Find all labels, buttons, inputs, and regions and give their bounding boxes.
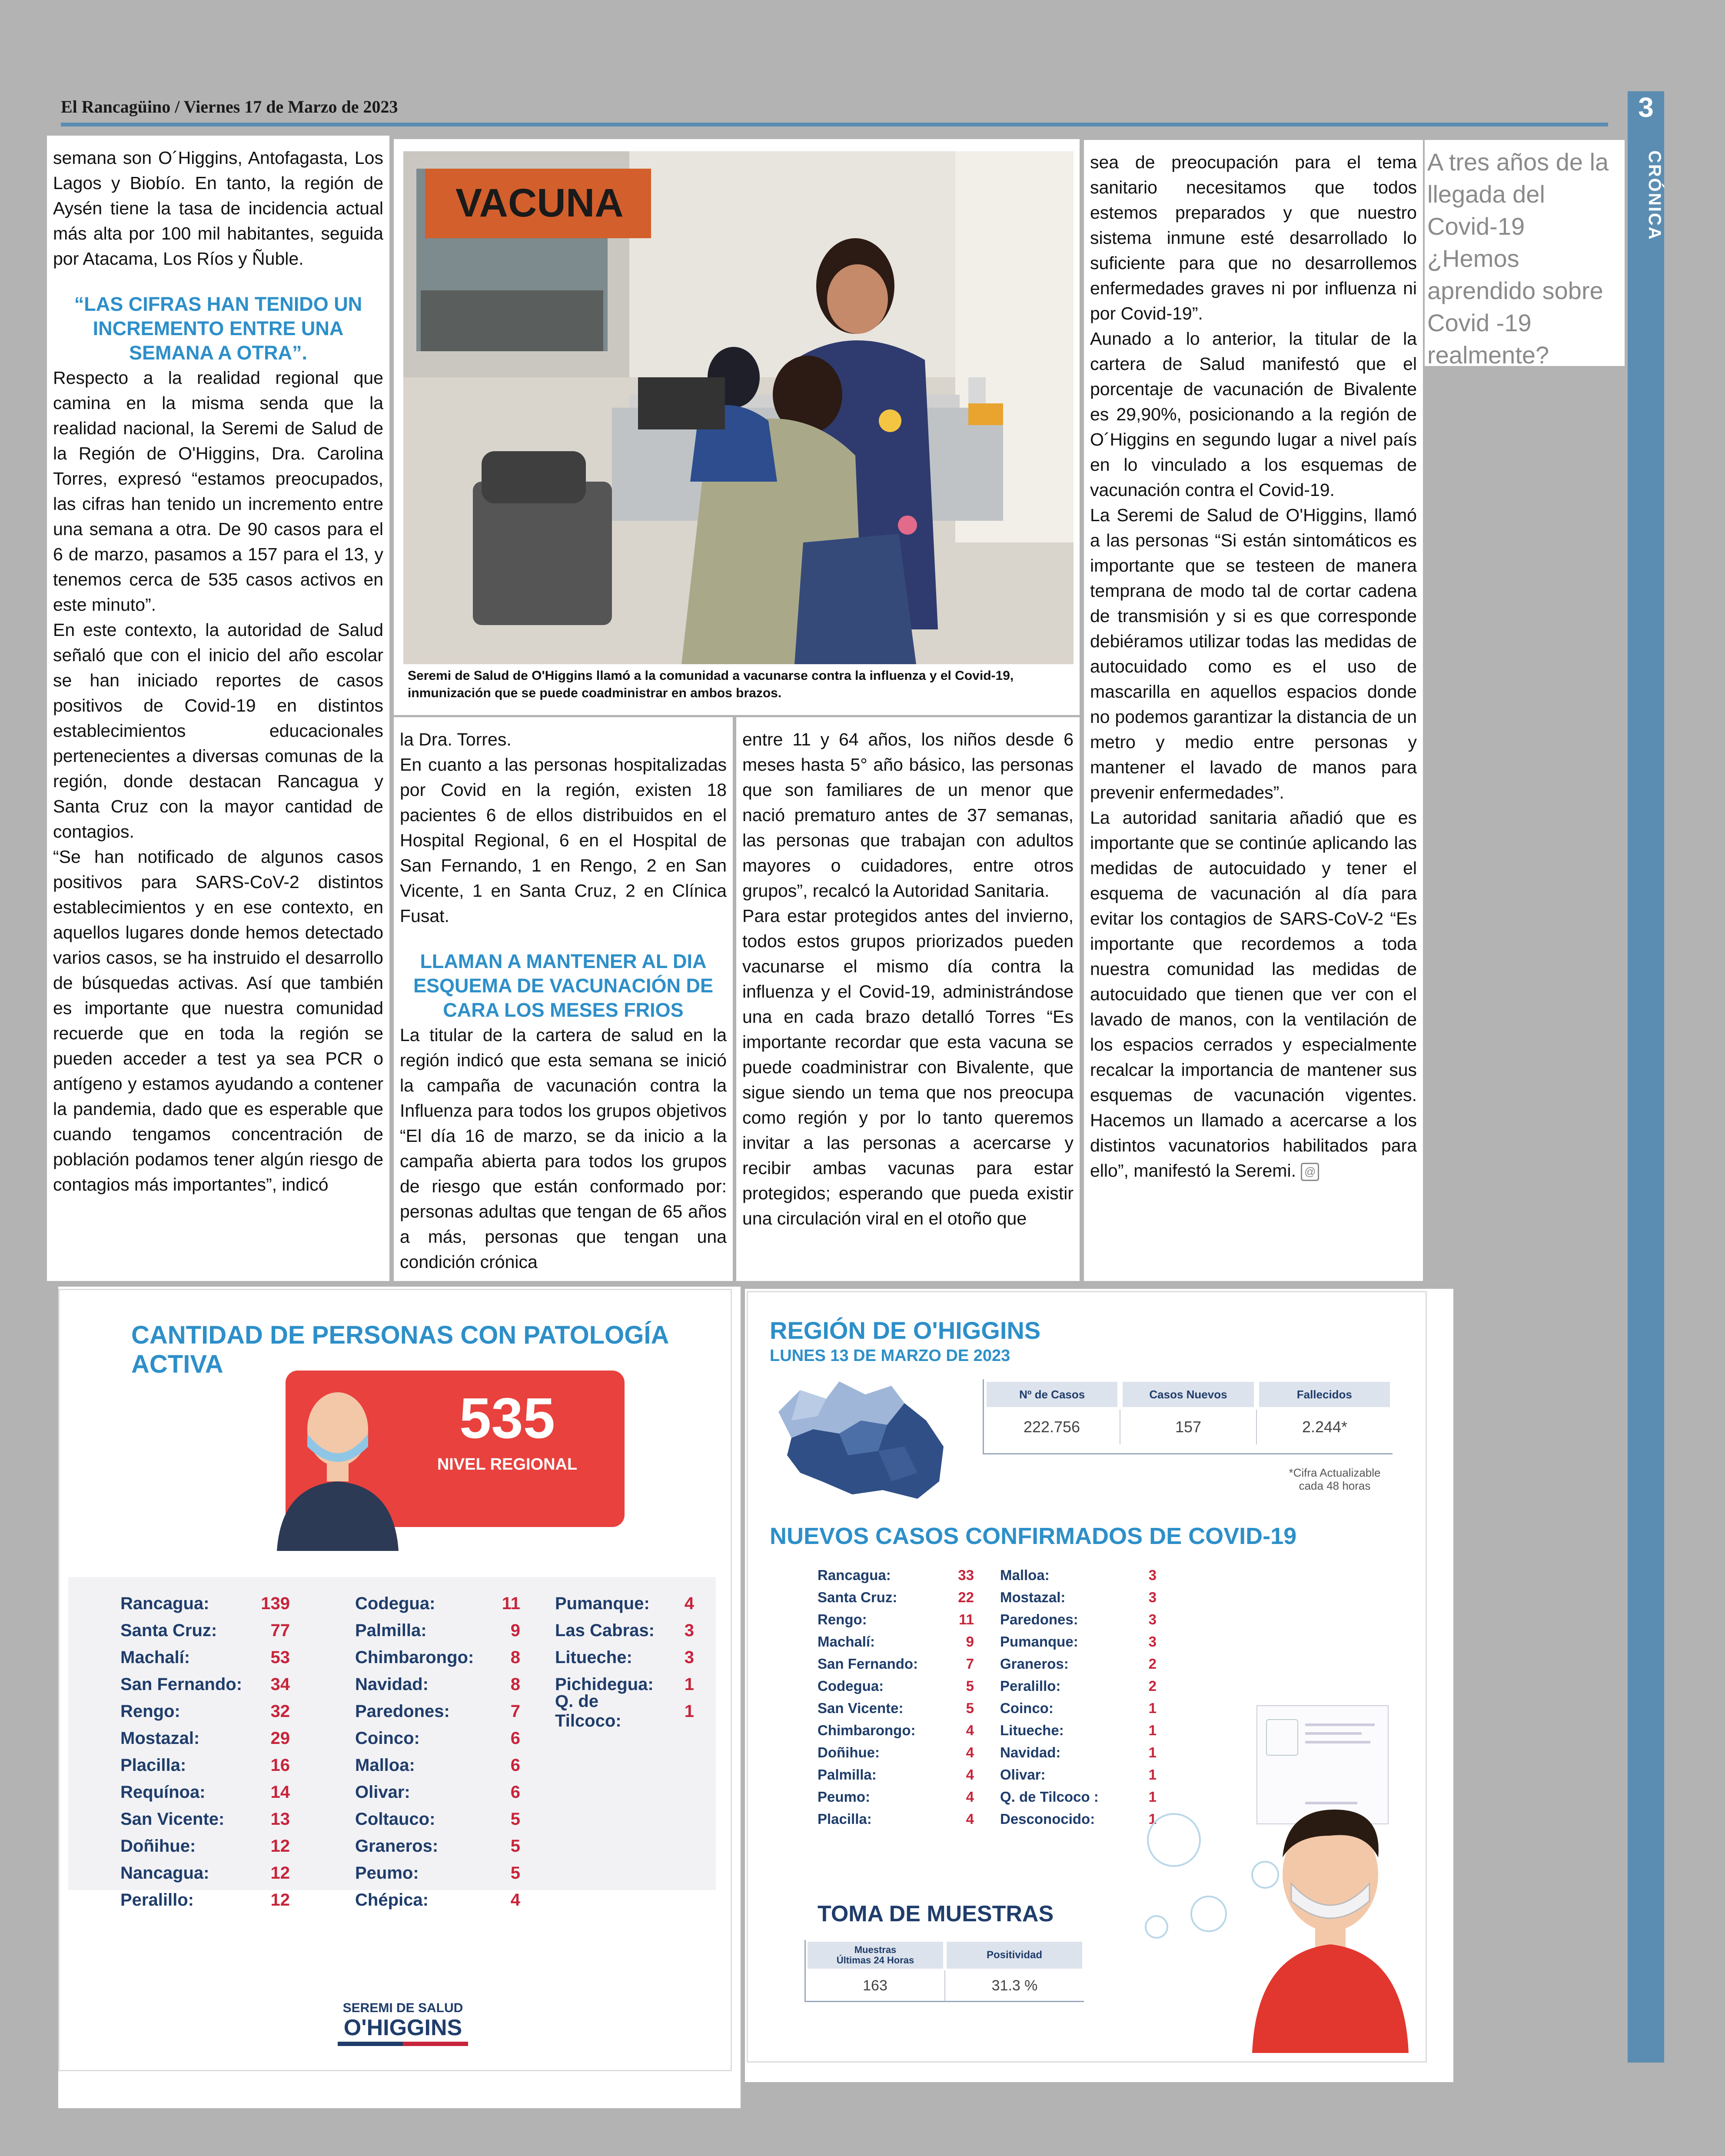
district-name: Graneros: xyxy=(355,1836,439,1856)
district-count: 4 xyxy=(966,1788,974,1805)
district-count: 4 xyxy=(966,1810,974,1827)
district-count: 4 xyxy=(510,1890,520,1910)
district-name: Q. de Tilcoco : xyxy=(1000,1788,1099,1805)
district-row xyxy=(555,1590,698,1617)
district-row xyxy=(1000,1564,1157,1586)
region-map-icon xyxy=(774,1373,957,1503)
stats-header-cases: Nº de Casos xyxy=(987,1382,1117,1407)
district-count: 1 xyxy=(1148,1766,1157,1783)
stats-note-line-2: cada 48 horas xyxy=(1299,1479,1371,1492)
district-count: 3 xyxy=(684,1620,694,1640)
district-row xyxy=(355,1698,529,1725)
samples-title: TOMA DE MUESTRAS xyxy=(818,1901,1054,1926)
district-count: 6 xyxy=(510,1782,520,1802)
district-row xyxy=(355,1644,529,1671)
district-row xyxy=(818,1786,978,1808)
district-count: 7 xyxy=(966,1655,974,1672)
district-row xyxy=(1000,1630,1157,1653)
district-name: Chimbarongo: xyxy=(355,1647,474,1667)
district-count: 6 xyxy=(510,1728,520,1748)
district-name: Nancagua: xyxy=(120,1863,209,1883)
district-row xyxy=(355,1671,529,1698)
header-rule xyxy=(61,123,1608,126)
district-name: Navidad: xyxy=(1000,1744,1061,1760)
district-row xyxy=(120,1779,303,1806)
article-column-3 xyxy=(736,717,1080,1281)
article-photo xyxy=(403,151,1074,664)
district-name: Pichidegua: xyxy=(555,1674,654,1694)
district-name: Doñihue: xyxy=(120,1836,196,1856)
district-name: Rancagua: xyxy=(818,1567,891,1583)
district-name: Desconocido: xyxy=(1000,1810,1095,1827)
district-count: 3 xyxy=(1148,1567,1157,1583)
paragraph: semana son O´Higgins, Antofagasta, Los Lagos y Biobío. En tanto, la región de Aysén tiene la tasa de incidencia actual más alta por 100 mil habitantes, seguida por Atacama, Los Ríos y Ñuble. xyxy=(53,148,383,269)
new-cases-title: NUEVOS CASOS CONFIRMADOS DE COVID-19 xyxy=(770,1523,1297,1549)
infographic-region-stats xyxy=(747,1291,1427,2063)
district-count: 13 xyxy=(270,1809,290,1829)
district-row xyxy=(1000,1653,1157,1675)
district-name: Chépica: xyxy=(355,1890,429,1910)
district-count: 8 xyxy=(510,1647,520,1667)
district-name: Codegua: xyxy=(818,1677,884,1694)
district-count: 77 xyxy=(270,1620,290,1640)
photo-caption: Seremi de Salud de O'Higgins llamó a la comunidad a vacunarse contra la influenza y el Covid-19, inmunización que se puede coadministrar en ambos brazos. xyxy=(408,669,1014,700)
district-name: Malloa: xyxy=(1000,1567,1050,1583)
stats-note-line-1: *Cifra Actualizable xyxy=(1289,1466,1381,1479)
samples-value-row xyxy=(806,1970,1084,2001)
district-name: Coinco: xyxy=(1000,1700,1054,1716)
district-row xyxy=(1000,1763,1157,1786)
district-row xyxy=(355,1617,529,1644)
samples-table xyxy=(804,1940,1084,2002)
stats-value-new: 157 xyxy=(1120,1410,1257,1444)
paragraph: En este contexto, la autoridad de Salud señaló que con el inicio del año escolar se han iniciado reportes de casos positivos de Covid-19 en distintos establecimientos educacionales pertenecientes a diversas comunas de la región, donde destacan Rancagua y Santa Cruz con la mayor cantidad de contagios. xyxy=(53,620,383,842)
district-name: Malloa: xyxy=(355,1755,415,1775)
page-number: 3 xyxy=(1638,92,1654,123)
shield-icon xyxy=(1266,1719,1298,1756)
stats-note xyxy=(1270,1466,1400,1492)
district-count: 1 xyxy=(1148,1810,1157,1827)
stats-header-row xyxy=(984,1379,1393,1410)
district-count: 7 xyxy=(510,1701,520,1721)
district-count: 3 xyxy=(1148,1633,1157,1650)
region-date: LUNES 13 DE MARZO DE 2023 xyxy=(770,1347,1010,1365)
district-row xyxy=(120,1671,303,1698)
district-name: Doñihue: xyxy=(818,1744,880,1760)
district-name: Codegua: xyxy=(355,1594,435,1613)
stats-value-row xyxy=(984,1410,1393,1444)
district-name: Pumanque: xyxy=(555,1594,650,1613)
infographic-active-cases xyxy=(58,1289,732,2071)
district-count: 32 xyxy=(270,1701,290,1721)
district-row xyxy=(120,1644,303,1671)
district-row xyxy=(120,1886,303,1913)
district-row xyxy=(555,1644,698,1671)
district-count: 5 xyxy=(510,1836,520,1856)
district-count: 4 xyxy=(966,1744,974,1760)
section-strip xyxy=(1628,91,1664,2063)
district-name: San Vicente: xyxy=(818,1700,904,1716)
district-count: 5 xyxy=(966,1700,974,1716)
paragraph: Aunado a lo anterior, la titular de la cartera de Salud manifestó que el porcentaje de vacunación de Bivalente es 29,90%, posicionando a la región de O´Higgins en segundo lugar a nivel país en lo vinculado a los esquemas de vacunación contra el Covid-19. xyxy=(1090,329,1417,500)
district-row xyxy=(1000,1697,1157,1719)
total-value: 535 xyxy=(459,1386,555,1450)
district-row xyxy=(120,1617,303,1644)
man-with-mask-icon xyxy=(1122,1783,1426,2053)
district-count: 12 xyxy=(270,1836,290,1856)
end-mark-icon: @ xyxy=(1301,1163,1319,1181)
district-row xyxy=(355,1860,529,1886)
district-row xyxy=(355,1752,529,1779)
district-name: Rancagua: xyxy=(120,1594,209,1613)
new-cases-list-a xyxy=(818,1564,978,1830)
district-name: Coltauco: xyxy=(355,1809,435,1829)
district-count: 2 xyxy=(1148,1677,1157,1694)
seremi-logo xyxy=(338,2001,468,2046)
section-label: CRÓNICA xyxy=(1645,150,1664,241)
district-count: 22 xyxy=(958,1589,974,1605)
district-name: Pumanque: xyxy=(1000,1633,1078,1650)
total-label: NIVEL REGIONAL xyxy=(437,1455,578,1474)
district-name: Palmilla: xyxy=(818,1766,877,1783)
logo-line-1: SEREMI DE SALUD xyxy=(342,2001,463,2015)
masthead xyxy=(61,96,398,117)
article-column-2 xyxy=(394,717,733,1281)
district-count: 1 xyxy=(684,1701,694,1721)
district-name: Requínoa: xyxy=(120,1782,206,1802)
district-row xyxy=(555,1617,698,1644)
district-name: Olivar: xyxy=(1000,1766,1046,1783)
district-row xyxy=(1000,1586,1157,1608)
district-count: 3 xyxy=(1148,1589,1157,1605)
district-row xyxy=(818,1719,978,1741)
district-count: 16 xyxy=(270,1755,290,1775)
district-name: Las Cabras: xyxy=(555,1620,655,1640)
district-count: 3 xyxy=(1148,1611,1157,1627)
district-name: Q. de Tilcoco: xyxy=(555,1692,622,1730)
paragraph xyxy=(1090,805,1417,1183)
district-count: 34 xyxy=(270,1674,290,1694)
district-name: Rengo: xyxy=(818,1611,867,1627)
district-count: 4 xyxy=(966,1722,974,1738)
woman-with-mask-icon xyxy=(259,1368,416,1551)
district-row xyxy=(120,1590,303,1617)
district-row xyxy=(818,1741,978,1763)
district-count: 12 xyxy=(270,1863,290,1883)
district-row xyxy=(355,1779,529,1806)
district-row xyxy=(555,1692,698,1730)
district-name: Peralillo: xyxy=(1000,1677,1061,1694)
district-name: San Fernando: xyxy=(818,1655,918,1672)
district-count: 12 xyxy=(270,1890,290,1910)
paragraph: En cuanto a las personas hospitalizadas por Covid en la región, existen 18 pacientes 6 de ellos distribuidos en el Hospital Regional, 6 en el Hospital de San Fernando, 1 en Rengo, 2 en San Vicente, 1 en Santa Cruz, 2 en Clínica Fusat. xyxy=(400,755,727,926)
district-name: Navidad: xyxy=(355,1674,429,1694)
samples-header-positivity: Positividad xyxy=(947,1942,1082,1969)
district-row xyxy=(120,1698,303,1725)
stats-header-new: Casos Nuevos xyxy=(1123,1382,1253,1407)
district-name: Olivar: xyxy=(355,1782,410,1802)
paragraph: entre 11 y 64 años, los niños desde 6 meses hasta 5° año básico, las personas que son familiares de un menor que nació prematuro antes de 37 semanas, las personas que trabajan con adultos mayores o cuidadores, entre otros grupos”, recalcó la Autoridad Sanitaria. xyxy=(742,729,1074,901)
paragraph: sea de preocupación para el tema sanitario necesitamos que todos estemos preparados y que nuestro sistema inmune esté desarrollado lo suficiente para que no desarrollemos enfermedades graves ni por influenza ni por Covid-19”. xyxy=(1090,152,1417,323)
district-name: Placilla: xyxy=(818,1810,872,1827)
district-name: Coinco: xyxy=(355,1728,420,1748)
pull-quote: A tres años de la llegada del Covid-19 ¿Hemos aprendido sobre Covid -19 realmente? xyxy=(1425,140,1625,366)
district-name: Peumo: xyxy=(355,1863,419,1883)
subheading: “LAS CIFRAS HAN TENIDO UN INCREMENTO ENTRE UNA SEMANA A OTRA”. xyxy=(74,293,362,364)
district-count: 1 xyxy=(1148,1788,1157,1805)
paragraph: Para estar protegidos antes del invierno, todos estos grupos priorizados pueden vacunarse el mismo día contra la influenza y el Covid-19, administrándose una en cada brazo detalló Torres “Es importante recordar que esta vacuna se puede coadministrar con Bivalente, que sigue siendo un tema que nos preocupa como región y por lo tanto queremos invitar a las personas a acercarse y recibir ambas vacunas para estar protegidos; esperando que pueda existir una circulación viral en el otoño que xyxy=(742,906,1074,1228)
logo-flag-bar xyxy=(338,2042,468,2046)
district-count: 3 xyxy=(684,1647,694,1667)
district-count: 5 xyxy=(510,1809,520,1829)
district-row xyxy=(120,1833,303,1860)
district-row xyxy=(818,1763,978,1786)
district-count: 5 xyxy=(966,1677,974,1694)
district-count: 2 xyxy=(1148,1655,1157,1672)
district-count: 11 xyxy=(502,1594,520,1613)
district-row xyxy=(818,1608,978,1630)
district-count: 14 xyxy=(270,1782,290,1802)
district-count: 4 xyxy=(966,1766,974,1783)
district-name: San Fernando: xyxy=(120,1674,243,1694)
district-row xyxy=(818,1564,978,1586)
district-count: 9 xyxy=(966,1633,974,1650)
district-name: Mostazal: xyxy=(1000,1589,1066,1605)
district-name: Litueche: xyxy=(1000,1722,1064,1738)
district-name: Paredones: xyxy=(355,1701,450,1721)
district-count: 4 xyxy=(684,1594,694,1613)
district-name: Peumo: xyxy=(818,1788,871,1805)
district-row xyxy=(1000,1608,1157,1630)
district-row xyxy=(1000,1719,1157,1741)
district-name: Santa Cruz: xyxy=(120,1620,217,1640)
stats-value-deaths: 2.244* xyxy=(1302,1418,1348,1436)
district-count: 1 xyxy=(1148,1700,1157,1716)
district-row xyxy=(355,1833,529,1860)
samples-header-24h-line-2: Últimas 24 Horas xyxy=(836,1955,914,1966)
district-row xyxy=(818,1697,978,1719)
district-row xyxy=(355,1590,529,1617)
district-name: Graneros: xyxy=(1000,1655,1069,1672)
district-row xyxy=(818,1630,978,1653)
district-count: 5 xyxy=(510,1863,520,1883)
district-name: San Vicente: xyxy=(120,1809,225,1829)
vaccination-scene-illustration xyxy=(403,151,1074,664)
district-row xyxy=(120,1860,303,1886)
samples-header-24h-line-1: Muestras xyxy=(854,1944,897,1955)
district-count: 33 xyxy=(958,1567,974,1583)
district-count: 1 xyxy=(684,1674,694,1694)
district-name: Placilla: xyxy=(120,1755,186,1775)
stats-header-deaths: Fallecidos xyxy=(1259,1382,1390,1407)
samples-value-positivity: 31.3 % xyxy=(991,1977,1038,1994)
paragraph: La titular de la cartera de salud en la región indicó que esta semana se inició la campaña de vacunación contra la Influenza para todos los grupos objetivos “El día 16 de marzo, se da inicio a la campaña abierta para todos los grupos de riesgo que están conformado por: personas adultas que tengan de 65 años a más, personas que tengan una condición crónica xyxy=(400,1025,727,1272)
stats-table xyxy=(983,1379,1393,1454)
district-row xyxy=(1000,1741,1157,1763)
district-name: Machalí: xyxy=(818,1633,875,1650)
subheading: LLAMAN A MANTENER AL DIA ESQUEMA DE VACUNACIÓN DE CARA LOS MESES FRIOS xyxy=(413,950,714,1021)
stats-value-cases: 222.756 xyxy=(984,1410,1120,1444)
district-count: 1 xyxy=(1148,1722,1157,1738)
paragraph-text: La autoridad sanitaria añadió que es importante que se continúe aplicando las medidas de autocuidado y tener el esquema de vacunación al día para evitar los contagios de SARS-CoV-2 “Es importante que recordemos a toda nuestra comunidad las medidas de autocuidado que tienen que ver con el lavado de manos, con la ventilación de los espacios cerrados y especialmente recalcar la importancia de mantener sus esquemas de vacunación vigentes. Hacemos un llamado a acercarse a los distintos vacunatorios habilitados para ello”, manifestó la Seremi. xyxy=(1090,808,1417,1181)
district-row xyxy=(818,1653,978,1675)
district-row xyxy=(355,1806,529,1833)
district-list-c xyxy=(555,1590,698,1730)
district-count: 139 xyxy=(261,1594,290,1613)
district-count: 6 xyxy=(510,1755,520,1775)
paragraph: “Se han notificado de algunos casos positivos para SARS-CoV-2 distintos establecimientos y en ese contexto, en aquellos lugares donde hemos detectado varios casos, se ha instruido el desarrollo de búsquedas activas. Así que también es importante que nuestra comunidad recuerde que en toda la región se pueden acceder a test ya sea PCR o antígeno y estamos ayudando a contener la pandemia, dado que es esperable que cuando tengamos concentración de población podamos tener algún riesgo de contagios más importantes”, indicó xyxy=(53,847,383,1194)
samples-value-24h: 163 xyxy=(806,1970,945,2001)
district-count: 1 xyxy=(1148,1744,1157,1760)
issue-date: Viernes 17 de Marzo de 2023 xyxy=(183,97,398,116)
district-row xyxy=(120,1725,303,1752)
district-row xyxy=(1000,1675,1157,1697)
district-name: Santa Cruz: xyxy=(818,1589,897,1605)
samples-header-row xyxy=(806,1940,1084,1970)
vacuna-sign: VACUNA xyxy=(455,181,624,225)
district-name: Chimbarongo: xyxy=(818,1722,916,1738)
district-row xyxy=(818,1808,978,1830)
infographic-title: CANTIDAD DE PERSONAS CON PATOLOGÍA ACTIVA xyxy=(131,1321,668,1378)
district-row xyxy=(355,1725,529,1752)
district-list-b xyxy=(355,1590,529,1913)
district-count: 53 xyxy=(270,1647,290,1667)
district-row xyxy=(120,1752,303,1779)
district-name: Mostazal: xyxy=(120,1728,200,1748)
district-row xyxy=(355,1886,529,1913)
district-name: Peralillo: xyxy=(120,1890,194,1910)
logo-line-2: O'HIGGINS xyxy=(343,2015,462,2040)
district-list-a xyxy=(120,1590,303,1913)
district-name: Machalí: xyxy=(120,1647,190,1667)
district-row xyxy=(818,1586,978,1608)
article-column-1 xyxy=(47,136,389,1281)
district-name: Palmilla: xyxy=(355,1620,427,1640)
district-count: 29 xyxy=(270,1728,290,1748)
paragraph: la Dra. Torres. xyxy=(400,729,512,749)
district-row xyxy=(818,1675,978,1697)
district-name: Paredones: xyxy=(1000,1611,1078,1627)
district-name: Rengo: xyxy=(120,1701,180,1721)
district-count: 9 xyxy=(510,1620,520,1640)
district-name: Litueche: xyxy=(555,1647,632,1667)
paragraph: La Seremi de Salud de O'Higgins, llamó a las personas “Si están sintomáticos es importante que se testeen de manera temprana de modo tal de cortar cadena de transmisión y si es que corresponde debiéramos utilizar todas las medidas de autocuidado como es el uso de mascarilla en aquellos espacios donde no podemos garantizar la distancia de un metro y medio entre personas y mantener el lavado de manos para prevenir enfermedades”. xyxy=(1090,505,1417,802)
samples-header-24h xyxy=(808,1942,943,1969)
masthead-name: El Rancagüino / xyxy=(61,97,180,116)
district-count: 8 xyxy=(510,1674,520,1694)
article-column-4 xyxy=(1084,140,1423,1281)
district-row xyxy=(120,1806,303,1833)
paragraph: Respecto a la realidad regional que camina en la misma senda que la realidad nacional, la Seremi de Salud de la Región de O'Higgins, Dra. Carolina Torres, expresó “estamos preocupados, las cifras han tenido un incremento entre una semana a otra. De 90 casos para el 6 de marzo, pasamos a 157 para el 13, y tenemos cerca de 535 casos activos en este minuto”. xyxy=(53,368,383,615)
region-title: REGIÓN DE O'HIGGINS xyxy=(770,1317,1041,1344)
district-count: 11 xyxy=(959,1611,974,1627)
